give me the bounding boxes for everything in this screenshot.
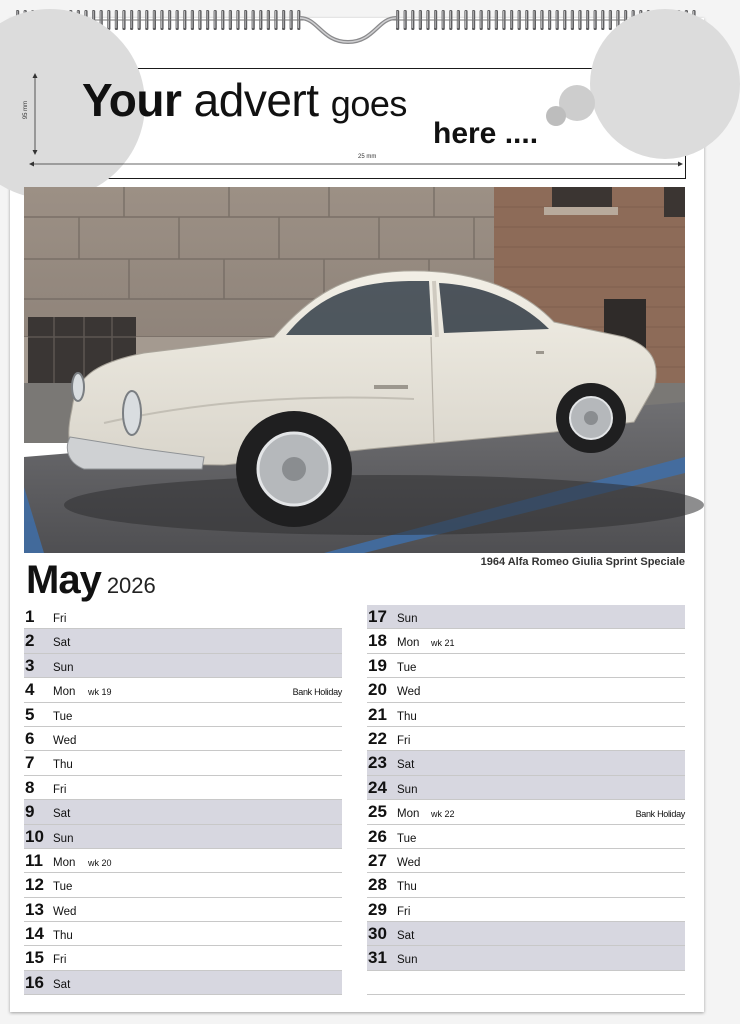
day-number: 6	[25, 728, 35, 748]
dimension-label-vertical: 95 mm	[23, 100, 30, 120]
day-row	[367, 727, 685, 751]
day-row	[24, 873, 342, 897]
day-row	[24, 800, 342, 824]
dimension-line-vertical	[31, 73, 39, 155]
day-number: 16	[25, 972, 44, 992]
advert-box	[24, 68, 686, 179]
day-row	[24, 678, 342, 702]
day-number: 23	[368, 753, 387, 773]
day-number: 2	[25, 631, 35, 651]
day-row	[367, 849, 685, 873]
day-number: 20	[368, 680, 387, 700]
empty-row	[367, 971, 685, 995]
advert-word: goes	[330, 83, 407, 124]
decor-shape	[590, 9, 740, 159]
day-name: Sat	[397, 930, 415, 943]
days-column-right	[367, 605, 685, 995]
day-number: 13	[25, 899, 44, 919]
day-name: Mon	[397, 637, 420, 650]
day-number: 7	[25, 753, 35, 773]
day-name: Wed	[53, 734, 77, 747]
day-name: Sat	[53, 808, 71, 821]
day-number: 1	[25, 607, 35, 626]
day-name: Sun	[53, 661, 74, 674]
day-number: 12	[25, 875, 44, 895]
day-row	[24, 751, 342, 775]
day-name: Wed	[397, 856, 421, 869]
day-name: Sat	[53, 637, 71, 650]
day-name: Sun	[397, 783, 418, 796]
day-row	[367, 776, 685, 800]
week-number: wk 21	[431, 638, 455, 649]
day-name: Thu	[53, 759, 73, 772]
holiday-note: Bank Holiday	[292, 687, 342, 698]
day-number: 4	[25, 680, 35, 700]
day-name: Mon	[397, 808, 420, 821]
day-name: Fri	[53, 954, 67, 967]
day-number: 24	[368, 777, 387, 797]
day-name: Mon	[53, 856, 76, 869]
day-number: 29	[368, 899, 387, 919]
month-year: 2026	[106, 573, 156, 598]
day-name: Fri	[397, 734, 411, 747]
day-row	[367, 605, 685, 629]
day-name: Wed	[53, 905, 77, 918]
day-number: 10	[25, 826, 44, 846]
day-name: Sat	[53, 978, 71, 991]
day-name: Tue	[53, 710, 73, 723]
day-name: Sun	[53, 832, 74, 845]
day-number: 30	[368, 924, 387, 944]
day-row	[367, 800, 685, 824]
day-row	[367, 703, 685, 727]
day-number: 14	[25, 924, 44, 944]
photo-caption: 1964 Alfa Romeo Giulia Sprint Speciale	[480, 556, 685, 568]
dimension-label-horizontal: 25 mm	[355, 154, 379, 160]
day-number: 17	[368, 607, 387, 626]
day-row	[24, 898, 342, 922]
day-number: 15	[25, 948, 44, 968]
day-row	[367, 825, 685, 849]
day-name: Tue	[53, 881, 73, 894]
day-row	[24, 703, 342, 727]
day-row	[24, 946, 342, 970]
day-number: 19	[368, 655, 387, 675]
day-name: Sun	[397, 954, 418, 967]
car-photo	[24, 187, 685, 553]
holiday-note: Bank Holiday	[635, 809, 685, 820]
day-name: Tue	[397, 832, 417, 845]
day-name: Thu	[53, 930, 73, 943]
day-row	[24, 629, 342, 653]
decor-circle	[546, 106, 566, 126]
day-number: 8	[25, 777, 35, 797]
day-row	[367, 629, 685, 653]
day-number: 18	[368, 631, 387, 651]
dimension-line-horizontal	[29, 159, 683, 169]
day-row	[24, 849, 342, 873]
day-number: 3	[25, 655, 35, 675]
day-number: 25	[368, 802, 387, 822]
day-row	[24, 971, 342, 995]
day-row	[367, 946, 685, 970]
day-row	[367, 922, 685, 946]
day-name: Fri	[53, 613, 67, 625]
day-row	[367, 654, 685, 678]
day-row	[367, 751, 685, 775]
day-name: Thu	[397, 710, 417, 723]
day-row	[24, 654, 342, 678]
day-number: 26	[368, 826, 387, 846]
week-number: wk 19	[88, 687, 112, 698]
day-number: 27	[368, 850, 387, 870]
day-name: Tue	[397, 661, 417, 674]
day-row	[367, 873, 685, 897]
day-number: 5	[25, 704, 35, 724]
day-row	[24, 776, 342, 800]
day-number: 11	[25, 850, 43, 870]
advert-word: advert	[193, 74, 319, 126]
day-number: 31	[368, 948, 387, 968]
week-number: wk 20	[88, 857, 112, 868]
month-name: May	[26, 558, 101, 602]
day-name: Thu	[397, 881, 417, 894]
day-row	[24, 825, 342, 849]
advert-headline	[82, 73, 407, 127]
day-row	[367, 678, 685, 702]
month-heading	[26, 558, 156, 603]
week-number: wk 22	[431, 809, 455, 820]
day-name: Mon	[53, 686, 76, 699]
day-name: Wed	[397, 686, 421, 699]
day-number: 22	[368, 728, 387, 748]
day-number: 9	[25, 802, 35, 822]
day-row	[24, 727, 342, 751]
day-row	[367, 898, 685, 922]
day-name: Sun	[397, 613, 418, 625]
advert-word: Your	[82, 74, 182, 126]
day-number: 21	[368, 704, 387, 724]
day-row	[24, 605, 342, 629]
day-number: 28	[368, 875, 387, 895]
day-name: Fri	[53, 783, 67, 796]
days-column-left	[24, 605, 342, 995]
day-name: Fri	[397, 905, 411, 918]
day-row	[24, 922, 342, 946]
day-name: Sat	[397, 759, 415, 772]
advert-word-here: here ....	[433, 117, 539, 150]
